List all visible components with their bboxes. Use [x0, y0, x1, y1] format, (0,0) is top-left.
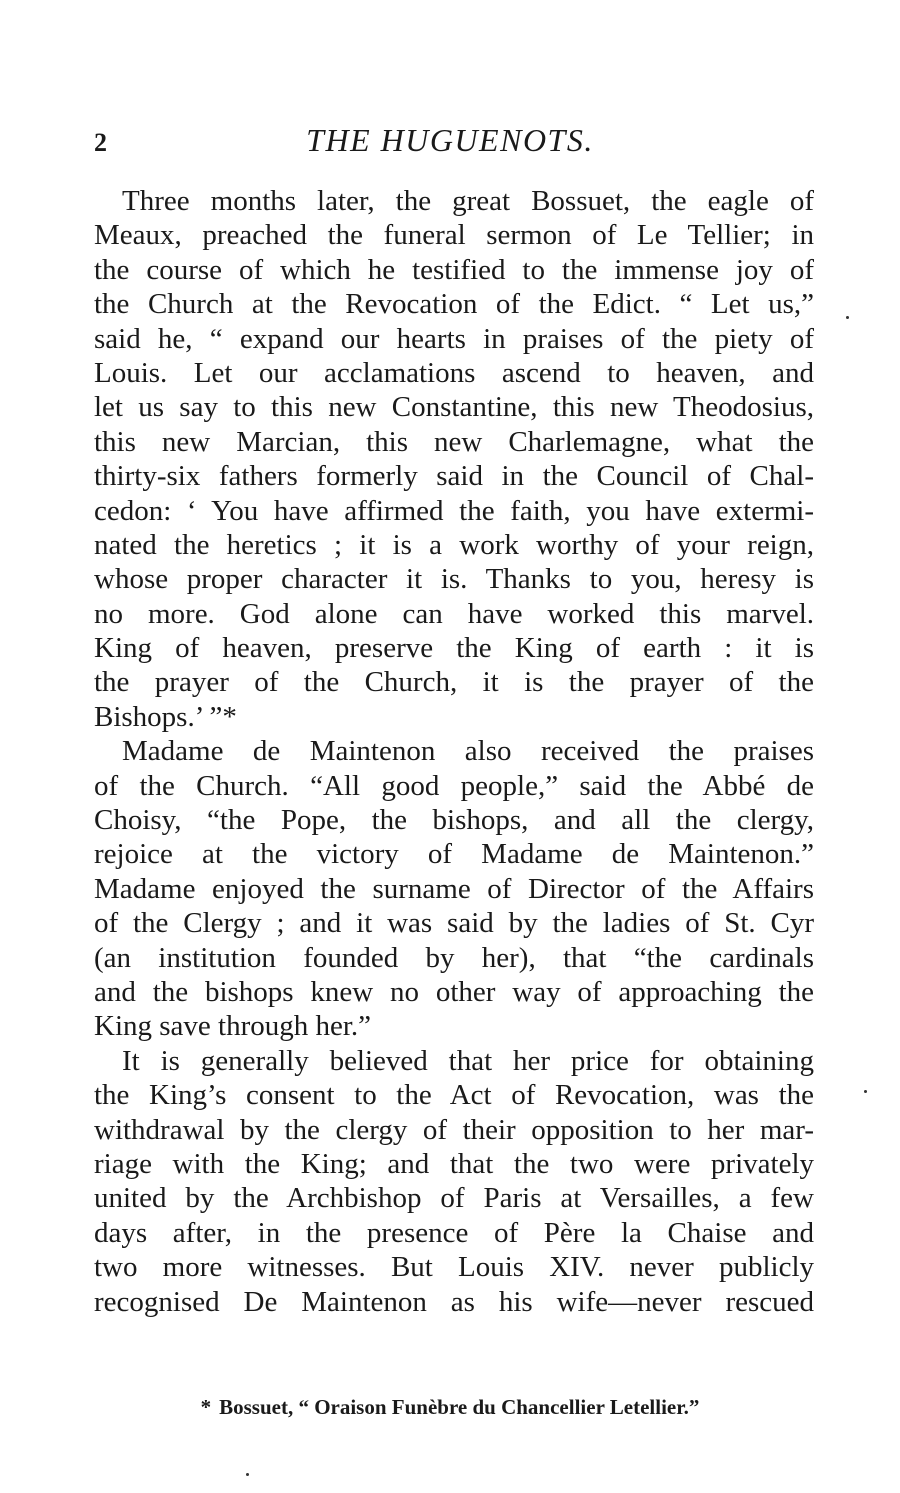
text-line: recognised De Maintenon as his wife—never rescued [94, 1285, 814, 1318]
ink-speck [846, 316, 849, 319]
body-text [94, 184, 814, 1319]
text-line: said he, “ expand our hearts in praises of the piety of [94, 322, 814, 355]
page-number: 2 [94, 128, 107, 157]
text-line: Madame enjoyed the surname of Director of the Affairs [94, 872, 814, 905]
paragraph-2 [94, 734, 814, 1044]
ink-speck [864, 1090, 867, 1093]
text-line: nated the heretics ; it is a work worthy of your reign, [94, 528, 814, 561]
footnote-text: Bossuet, “ Oraison Funèbre du Chancellier Letellier.” [219, 1395, 700, 1419]
text-line: and the bishops knew no other way of approaching the [94, 975, 814, 1008]
paragraph-3 [94, 1044, 814, 1319]
text-line: the King’s consent to the Act of Revocation, was the [94, 1079, 814, 1112]
text-line: of the Clergy ; and it was said by the ladies of St. Cyr [94, 907, 814, 940]
text-line: united by the Archbishop of Paris at Versailles, a few [94, 1182, 814, 1215]
text-line: this new Marcian, this new Charlemagne, what the [94, 425, 814, 458]
text-line: Bishops.’ ”* [94, 700, 237, 733]
text-line: Three months later, the great Bossuet, the eagle of [122, 185, 814, 217]
text-line: riage with the King; and that the two were privately [94, 1147, 814, 1180]
text-line: Madame de Maintenon also received the praises [122, 735, 814, 768]
text-line: rejoice at the victory of Madame de Maintenon.” [94, 838, 814, 871]
text-line: Meaux, preached the funeral sermon of Le Tellier; in [94, 219, 814, 252]
text-line: of the Church. “All good people,” said the Abbé de [94, 769, 814, 802]
text-line: thirty-six fathers formerly said in the Council of Chal- [94, 460, 814, 493]
text-line: withdrawal by the clergy of their opposition to her mar- [94, 1113, 814, 1146]
paragraph-1 [94, 184, 814, 734]
running-title: THE HUGUENOTS. [306, 122, 594, 158]
text-line: cedon: ‘ You have affirmed the faith, you have extermi- [94, 494, 814, 527]
text-line: the prayer of the Church, it is the prayer of the [94, 666, 814, 699]
text-line: the Church at the Revocation of the Edict. “ Let us,” [94, 288, 814, 321]
text-line: whose proper character it is. Thanks to you, heresy is [94, 563, 814, 596]
ink-speck [246, 1473, 249, 1476]
footnote-marker: * [200, 1395, 212, 1419]
text-line: (an institution founded by her), that “the cardinals [94, 941, 814, 974]
text-line: two more witnesses. But Louis XIV. never publicly [94, 1251, 814, 1284]
text-line: Choisy, “the Pope, the bishops, and all the clergy, [94, 804, 814, 837]
text-line: It is generally believed that her price for obtaining [122, 1044, 814, 1077]
text-line: days after, in the presence of Père la Chaise and [94, 1216, 814, 1249]
text-line: the course of which he testified to the immense joy of [94, 253, 814, 286]
text-line: no more. God alone can have worked this marvel. [94, 597, 814, 630]
page-header [0, 122, 900, 162]
text-line: let us say to this new Constantine, this new Theodosius, [94, 391, 814, 424]
text-line: King save through her.” [94, 1010, 372, 1043]
footnote [0, 1395, 900, 1420]
text-line: Louis. Let our acclamations ascend to heaven, and [94, 356, 814, 389]
text-line: King of heaven, preserve the King of earth : it is [94, 632, 814, 665]
